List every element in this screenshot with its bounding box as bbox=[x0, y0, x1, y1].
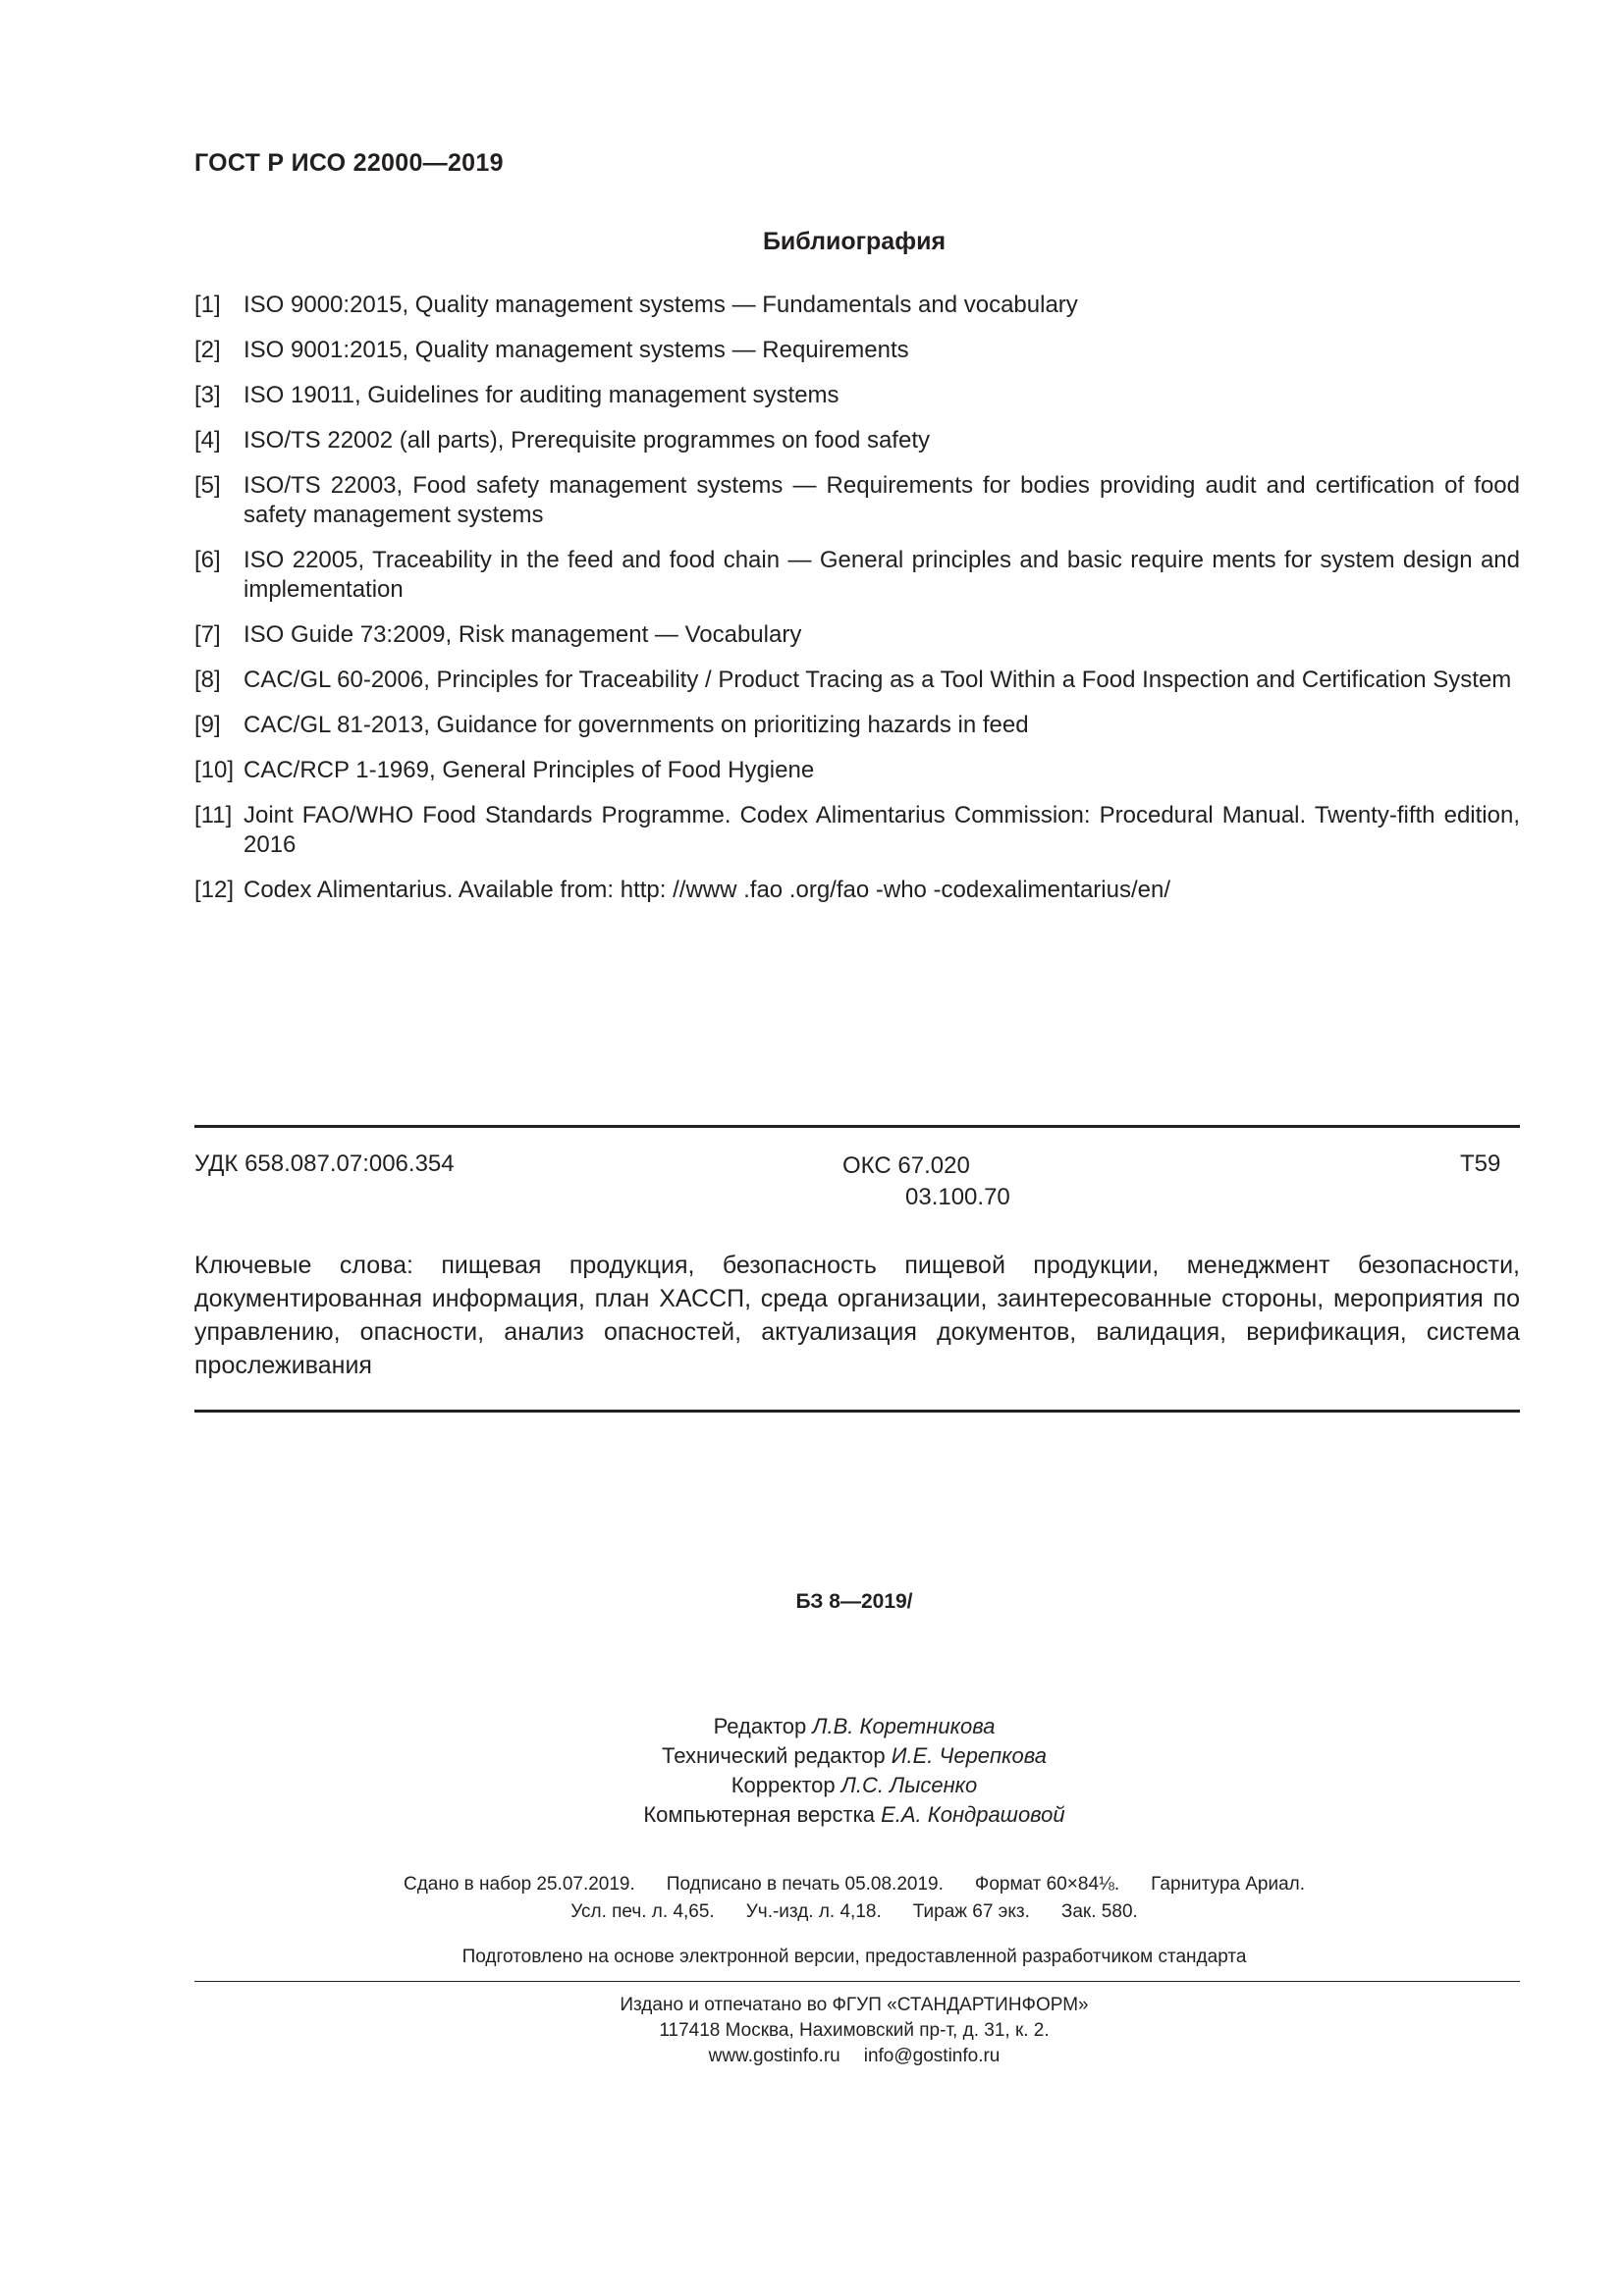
keywords-paragraph: Ключевые слова: пищевая продукция, безопасность пищевой продукции, менеджмент безопасности, документированная информация, план ХАССП, среда организации, заинтересованные стороны, мероприятия по управлению, опасности, анализ опасностей, актуализация документов, валидация, верификация, система прослеживания bbox=[194, 1252, 1520, 1379]
bibliography-item-number: [5] bbox=[194, 472, 221, 499]
print-info-field: Формат 60×84⅛. bbox=[974, 1874, 1120, 1895]
bibliography-item bbox=[194, 546, 1520, 605]
bibliography-item bbox=[194, 471, 1520, 530]
bibliography-item bbox=[194, 666, 1520, 695]
bibliography-item-text: ISO/TS 22002 (all parts), Prerequisite programmes on food safety bbox=[244, 427, 930, 454]
print-info-field: Тираж 67 экз. bbox=[912, 1901, 1030, 1922]
publisher-address: 117418 Москва, Нахимовский пр-т, д. 31, к. 2. bbox=[659, 2020, 1050, 2041]
bibliography-item bbox=[194, 801, 1520, 860]
bibliography-item-number: [6] bbox=[194, 547, 221, 573]
bibliography-item bbox=[194, 381, 1520, 410]
section-divider-top bbox=[194, 1125, 1520, 1128]
publisher-info bbox=[0, 1993, 1624, 2069]
oks-code-primary: ОКС 67.020 bbox=[842, 1152, 970, 1179]
bibliography-item-text: ISO/TS 22003, Food safety management systems — Requirements for bodies providing audit and certification of food safety management systems bbox=[244, 472, 1520, 528]
credit-line bbox=[0, 1771, 1624, 1800]
credit-name: И.Е. Черепкова bbox=[891, 1743, 1047, 1768]
credit-name: Л.В. Коретникова bbox=[812, 1714, 996, 1738]
print-info bbox=[0, 1871, 1624, 1926]
udk-code: УДК 658.087.07:006.354 bbox=[194, 1150, 455, 1177]
prepared-note: Подготовлено на основе электронной версии, предоставленной разработчиком стандарта bbox=[461, 1947, 1247, 1967]
bibliography-item-text: CAC/RCP 1-1969, General Principles of Food Hygiene bbox=[244, 757, 815, 783]
bibliography-item-text: ISO 9000:2015, Quality management systems — Fundamentals and vocabulary bbox=[244, 292, 1078, 318]
section-divider-bottom bbox=[194, 1410, 1520, 1413]
print-info-line bbox=[0, 1871, 1624, 1898]
bibliography-item-number: [4] bbox=[194, 427, 221, 454]
editorial-credits bbox=[0, 1712, 1624, 1830]
bibliography-item bbox=[194, 876, 1520, 905]
publisher-divider bbox=[194, 1981, 1520, 1982]
bibliography-list bbox=[194, 291, 1520, 921]
bibliography-item bbox=[194, 620, 1520, 650]
bibliography-item-number: [7] bbox=[194, 621, 221, 648]
bibliography-item bbox=[194, 426, 1520, 455]
bibliography-item-number: [9] bbox=[194, 712, 221, 738]
credit-role: Технический редактор bbox=[662, 1743, 886, 1768]
bibliography-item-text: ISO 9001:2015, Quality management systems — Requirements bbox=[244, 337, 909, 363]
credit-line bbox=[0, 1800, 1624, 1830]
credit-line bbox=[0, 1741, 1624, 1771]
bibliography-item-number: [2] bbox=[194, 337, 221, 363]
document-id: ГОСТ Р ИСО 22000—2019 bbox=[194, 149, 504, 177]
bibliography-item-text: CAC/GL 81-2013, Guidance for governments on prioritizing hazards in feed bbox=[244, 712, 1029, 738]
credit-role: Компьютерная верстка bbox=[643, 1802, 875, 1827]
credit-role: Корректор bbox=[731, 1773, 836, 1797]
print-info-field: Уч.-изд. л. 4,18. bbox=[745, 1901, 882, 1922]
print-info-field: Зак. 580. bbox=[1060, 1901, 1138, 1922]
bibliography-item-number: [3] bbox=[194, 382, 221, 408]
print-info-field: Усл. печ. л. 4,65. bbox=[570, 1901, 715, 1922]
credit-name: Е.А. Кондрашовой bbox=[881, 1802, 1065, 1827]
bibliography-title: Библиография bbox=[762, 228, 947, 255]
bibliography-item-text: ISO 19011, Guidelines for auditing management systems bbox=[244, 382, 839, 408]
bibliography-item bbox=[194, 756, 1520, 785]
bibliography-item-text: ISO 22005, Traceability in the feed and food chain — General principles and basic require ments for system design and implementation bbox=[244, 547, 1520, 603]
bibliography-item-number: [10] bbox=[194, 757, 235, 783]
print-info-field: Гарнитура Ариал. bbox=[1151, 1874, 1306, 1895]
publisher-website: www.gostinfo.ru bbox=[708, 2046, 840, 2066]
bibliography-item bbox=[194, 711, 1520, 740]
publisher-contacts bbox=[0, 2044, 1624, 2069]
bibliography-item-text: Joint FAO/WHO Food Standards Programme. Codex Alimentarius Commission: Procedural Manual. Twenty-fifth edition, 2016 bbox=[244, 802, 1520, 858]
bibliography-item bbox=[194, 291, 1520, 320]
publisher-email: info@gostinfo.ru bbox=[863, 2046, 1001, 2066]
oks-codes bbox=[842, 1150, 1010, 1213]
print-info-field: Подписано в печать 05.08.2019. bbox=[666, 1874, 944, 1895]
bibliography-item-text: CAC/GL 60-2006, Principles for Traceability / Product Tracing as a Tool Within a Food Inspection and Certification System bbox=[244, 667, 1512, 693]
credit-role: Редактор bbox=[713, 1714, 807, 1738]
oks-code-secondary: 03.100.70 bbox=[905, 1184, 1010, 1210]
credit-line bbox=[0, 1712, 1624, 1741]
bibliography-item-text: Codex Alimentarius. Available from: http: //www .fao .org/fao -who -codexalimentarius/en/ bbox=[244, 877, 1171, 903]
bz-number: БЗ 8—2019/ bbox=[795, 1590, 913, 1613]
bibliography-item-number: [8] bbox=[194, 667, 221, 693]
classification-code: T59 bbox=[1460, 1150, 1501, 1177]
credit-name: Л.С. Лысенко bbox=[840, 1773, 978, 1797]
bibliography-item bbox=[194, 336, 1520, 365]
publisher-name: Издано и отпечатано во ФГУП «СТАНДАРТИНФОРМ» bbox=[620, 1995, 1089, 2015]
print-info-line bbox=[0, 1898, 1624, 1926]
print-info-field: Сдано в набор 25.07.2019. bbox=[403, 1874, 635, 1895]
bibliography-item-number: [1] bbox=[194, 292, 221, 318]
bibliography-item-text: ISO Guide 73:2009, Risk management — Vocabulary bbox=[244, 621, 802, 648]
bibliography-item-number: [11] bbox=[194, 802, 233, 828]
bibliography-item-number: [12] bbox=[194, 877, 235, 903]
